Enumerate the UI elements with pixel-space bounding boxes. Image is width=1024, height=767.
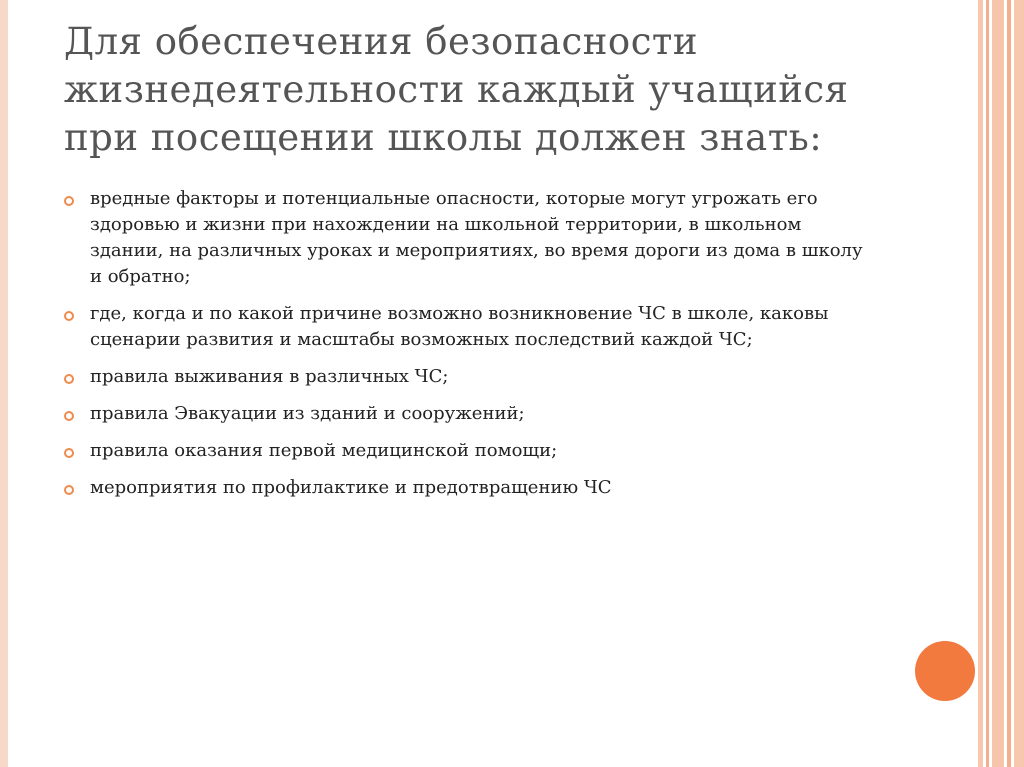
right-stripe-decoration <box>976 0 1024 767</box>
title-line: жизнедеятельности каждый учащийся <box>64 68 849 111</box>
list-item <box>64 475 864 501</box>
stripe <box>978 0 983 767</box>
title-line: при посещении школы должен знать: <box>64 116 823 159</box>
slide-title <box>64 18 944 162</box>
stripe <box>986 0 989 767</box>
list-item-text: вредные факторы и потенциальные опасности, которые могут угрожать его здоровью и жизни при нахождении на школьной территории, в школьном здании, на различных уроках и мероприятиях, во время дороги из дома в школу и обратно; <box>90 188 863 287</box>
list-item <box>64 186 864 290</box>
stripe <box>1014 0 1024 767</box>
bullet-list <box>64 186 864 512</box>
circle-bullet-icon <box>64 374 74 384</box>
list-item-text: мероприятия по профилактике и предотвращению ЧС <box>90 477 612 498</box>
list-item-text: правила оказания первой медицинской помощи; <box>90 440 558 461</box>
stripe <box>1007 0 1011 767</box>
stripe <box>992 0 1004 767</box>
list-item-text: где, когда и по какой причине возможно возникновение ЧС в школе, каковы сценарии развития и масштабы возможных последствий каждой ЧС; <box>90 303 829 350</box>
circle-bullet-icon <box>64 448 74 458</box>
list-item-text: правила выживания в различных ЧС; <box>90 366 449 387</box>
circle-bullet-icon <box>64 485 74 495</box>
list-item <box>64 301 864 353</box>
orange-circle-decoration <box>915 641 975 701</box>
list-item <box>64 438 864 464</box>
list-item <box>64 364 864 390</box>
list-item <box>64 401 864 427</box>
title-line: Для обеспечения безопасности <box>64 20 699 63</box>
left-border-decoration <box>0 0 8 767</box>
list-item-text: правила Эвакуации из зданий и сооружений; <box>90 403 525 424</box>
circle-bullet-icon <box>64 411 74 421</box>
circle-bullet-icon <box>64 196 74 206</box>
circle-bullet-icon <box>64 311 74 321</box>
